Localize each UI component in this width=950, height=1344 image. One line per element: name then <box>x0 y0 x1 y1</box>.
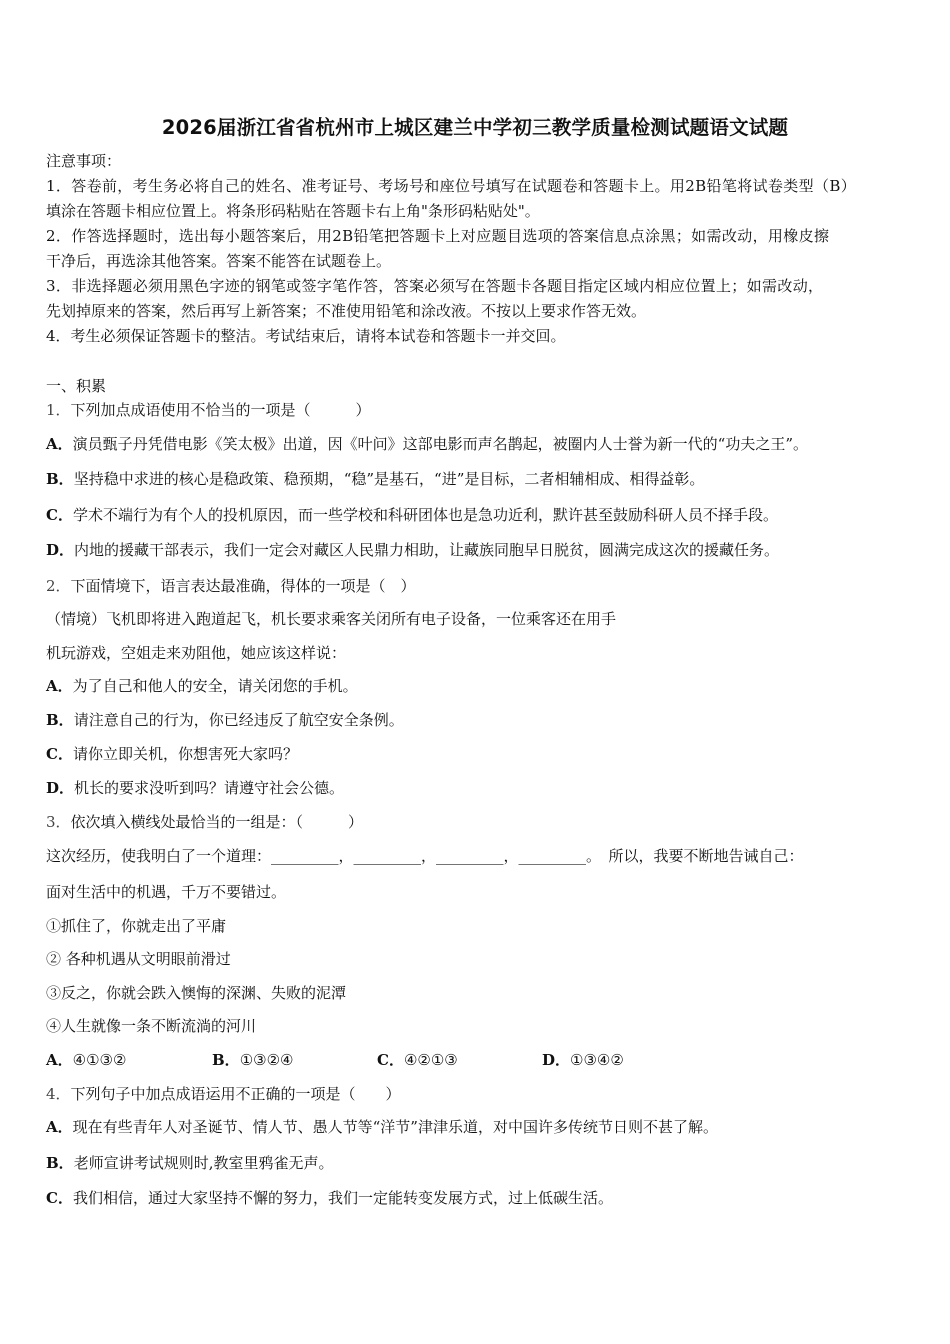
notice-line: 干净后，再选涂其他答案。答案不能答在试题卷上。 <box>46 252 392 270</box>
question-number: 3． <box>46 813 71 831</box>
notice-line: 4．考生必须保证答题卡的整洁。考试结束后，请将本试卷和答题卡一并交回。 <box>46 327 566 345</box>
question-2-context: 机玩游戏，空姐走来劝阻他，她应该这样说： <box>46 644 347 662</box>
question-3-item: ④人生就像一条不断流淌的河川 <box>46 1017 257 1035</box>
question-1-option-d <box>46 540 779 560</box>
option-label: B． <box>46 711 74 729</box>
question-3-stem <box>46 812 363 832</box>
option-text: 坚持稳中求进的核心是稳政策、稳预期，“稳”是基石，“进”是目标，二者相辅相成、相得益彰。 <box>73 470 705 488</box>
notice-heading: 注意事项： <box>46 152 122 170</box>
option-label: C． <box>377 1051 404 1069</box>
question-text: 下列句子中加点成语运用不正确的一项是（ ） <box>70 1085 401 1103</box>
question-4-stem <box>46 1084 401 1104</box>
question-4-option-c <box>46 1188 613 1208</box>
page-title: 2026届浙江省省杭州市上城区建兰中学初三教学质量检测试题语文试题 <box>161 116 789 139</box>
question-number: 4． <box>46 1085 71 1103</box>
question-text: 依次填入横线处最恰当的一组是：（ ） <box>70 813 364 831</box>
option-label: B． <box>212 1051 240 1069</box>
option-label: B． <box>46 470 74 488</box>
question-3-option-a <box>46 1050 126 1070</box>
option-label: D． <box>46 779 75 797</box>
question-2-option-a <box>46 676 358 696</box>
option-text: 机长的要求没听到吗？请遵守社会公德。 <box>74 779 345 797</box>
notice-line: 填涂在答题卡相应位置上。将条形码粘贴在答题卡右上角"条形码粘贴处"。 <box>46 202 540 220</box>
question-text: 下面情境下，语言表达最准确，得体的一项是（ ） <box>70 577 416 595</box>
question-3-item: ①抓住了，你就走出了平庸 <box>46 917 227 935</box>
option-label: A． <box>46 1118 73 1136</box>
question-text: 下列加点成语使用不恰当的一项是（ ） <box>70 401 371 419</box>
question-3-passage: 面对生活中的机遇，千万不要错过。 <box>46 883 287 901</box>
option-text: 演员甄子丹凭借电影《笑太极》出道，因《叶问》这部电影而声名鹊起，被圈内人士誉为新一代的“功夫之王”。 <box>72 435 808 453</box>
option-label: C． <box>46 506 73 524</box>
option-text: 请你立即关机，你想害死大家吗？ <box>72 745 298 763</box>
option-label: C． <box>46 745 73 763</box>
option-text: 我们相信，通过大家坚持不懈的努力，我们一定能转变发展方式，过上低碳生活。 <box>72 1189 613 1207</box>
option-label: A． <box>46 435 73 453</box>
option-text: ④②①③ <box>403 1051 458 1069</box>
option-text: 学术不端行为有个人的投机原因，而一些学校和科研团体也是急功近利，默许甚至鼓励科研人员不择手段。 <box>72 506 778 524</box>
notice-line: 3．非选择题必须用黑色字迹的钢笔或签字笔作答，答案必须写在答题卡各题目指定区域内相应位置上；如需改动， <box>46 277 824 295</box>
option-text: ④①③② <box>72 1051 127 1069</box>
option-text: 为了自己和他人的安全，请关闭您的手机。 <box>72 677 358 695</box>
question-3-option-b <box>212 1050 293 1070</box>
question-3-option-c <box>377 1050 458 1070</box>
option-text: 请注意自己的行为，你已经违反了航空安全条例。 <box>73 711 404 729</box>
question-1-option-a <box>46 434 808 454</box>
question-2-option-d <box>46 778 344 798</box>
option-text: ①③④② <box>570 1051 624 1069</box>
notice-line: 1．答卷前，考生务必将自己的姓名、准考证号、考场号和座位号填写在试题卷和答题卡上。用2B铅笔将试卷类型（B） <box>46 177 857 195</box>
notice-line: 先划掉原来的答案，然后再写上新答案；不准使用铅笔和涂改液。不按以上要求作答无效。 <box>46 302 647 320</box>
question-number: 2． <box>46 577 71 595</box>
question-3-passage: 这次经历，使我明白了一个道理：_________，_________，_________，_________。 所以，我要不断地告诫自己： <box>46 847 804 865</box>
option-text: ①③②④ <box>239 1051 294 1069</box>
option-label: B． <box>46 1154 74 1172</box>
question-1-option-c <box>46 505 778 525</box>
question-4-option-a <box>46 1117 718 1137</box>
question-1-option-b <box>46 469 704 489</box>
notice-line: 2．作答选择题时，选出每小题答案后，用2B铅笔把答题卡上对应题目选项的答案信息点涂黑；如需改动，用橡皮擦 <box>46 227 830 245</box>
option-label: A． <box>46 1051 73 1069</box>
question-4-option-b <box>46 1153 333 1173</box>
question-1-stem <box>46 400 371 420</box>
question-2-option-b <box>46 710 404 730</box>
question-3-item: ② 各种机遇从文明眼前滑过 <box>46 950 231 968</box>
option-label: A． <box>46 677 73 695</box>
question-2-stem <box>46 576 416 596</box>
section-heading: 一、积累 <box>46 377 107 395</box>
option-text: 内地的援藏干部表示，我们一定会对藏区人民鼎力相助，让藏族同胞早日脱贫，圆满完成这次的援藏任务。 <box>74 541 780 559</box>
question-2-option-c <box>46 744 298 764</box>
option-text: 老师宣讲考试规则时,教室里鸦雀无声。 <box>73 1154 334 1172</box>
question-3-item: ③反之，你就会跌入懊悔的深渊、失败的泥潭 <box>46 984 347 1002</box>
option-label: D． <box>542 1051 571 1069</box>
question-number: 1． <box>46 401 71 419</box>
option-text: 现在有些青年人对圣诞节、情人节、愚人节等“洋节”津津乐道，对中国许多传统节日则不甚了解。 <box>72 1118 718 1136</box>
question-2-context: （情境）飞机即将进入跑道起飞，机长要求乘客关闭所有电子设备，一位乘客还在用手 <box>46 610 617 628</box>
option-label: C． <box>46 1189 73 1207</box>
question-3-option-d <box>542 1050 624 1070</box>
option-label: D． <box>46 541 75 559</box>
